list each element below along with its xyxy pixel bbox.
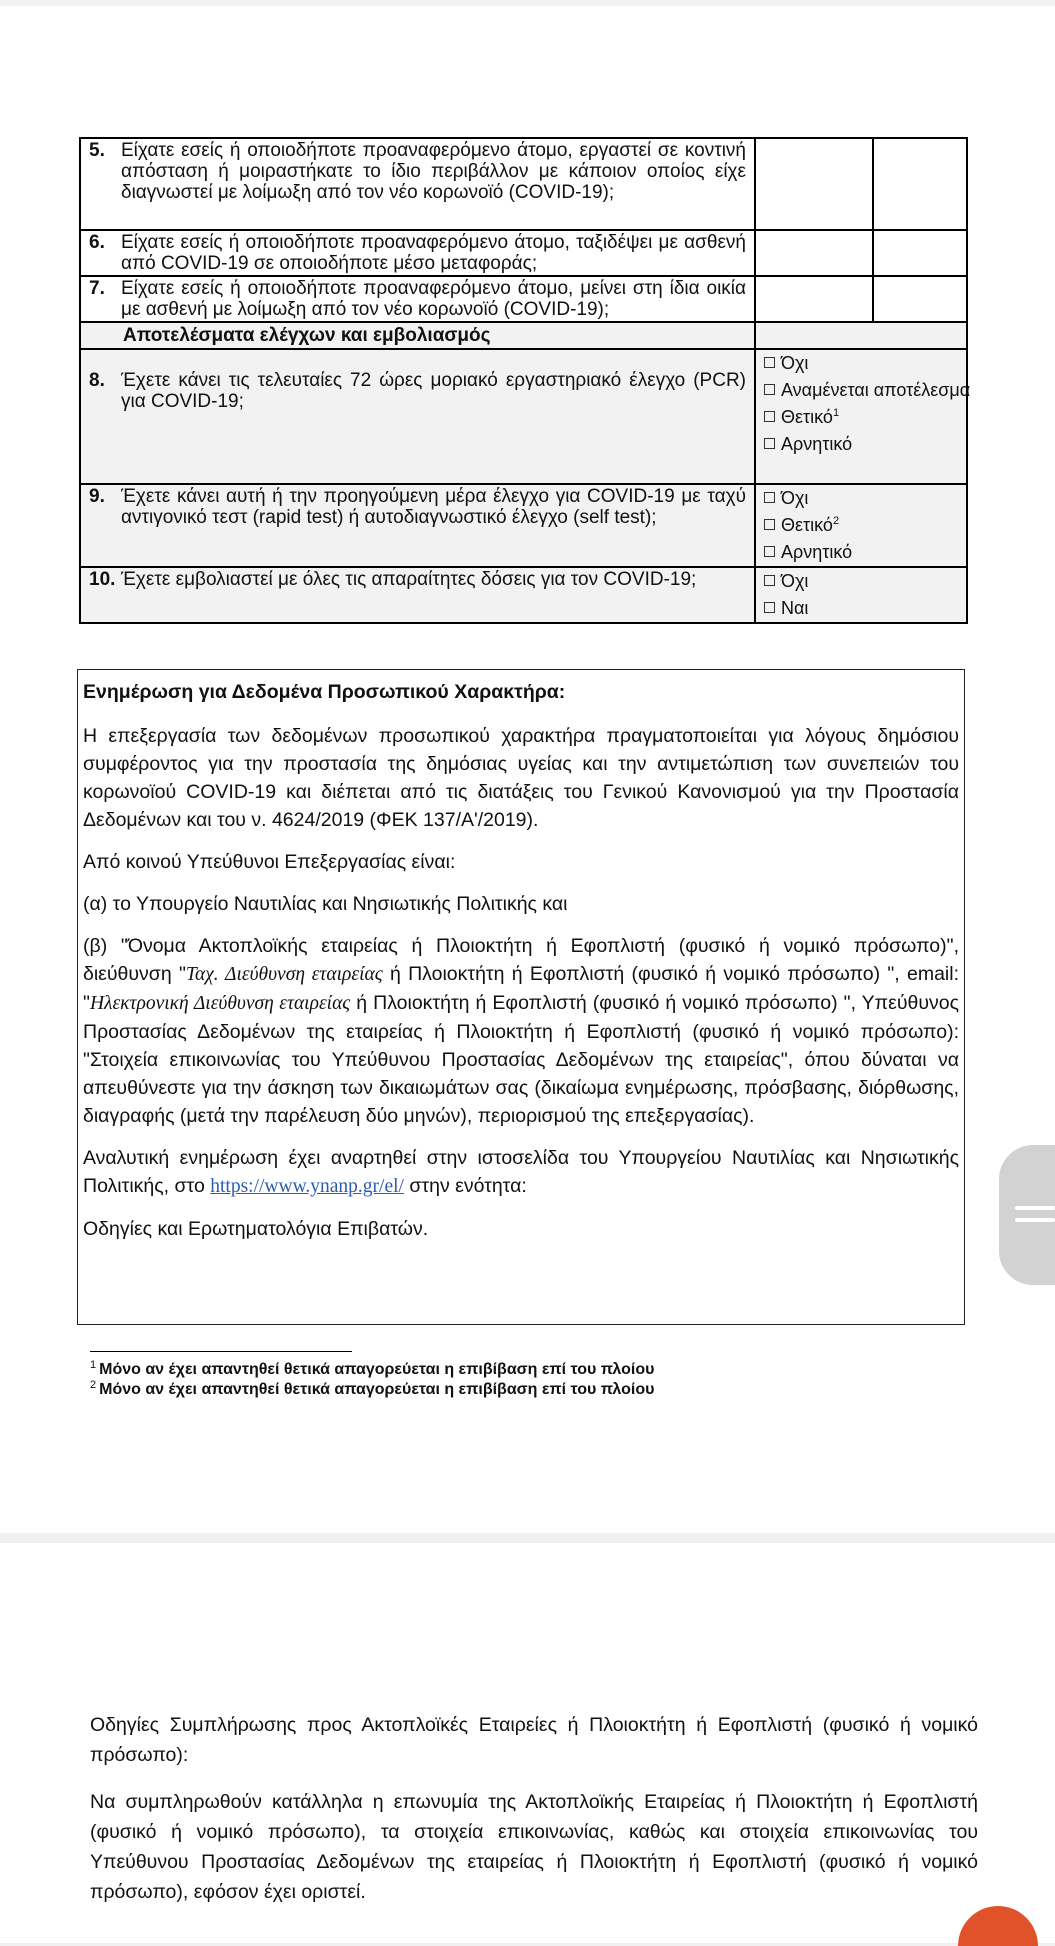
privacy-paragraph: (α) το Υπουργείο Ναυτιλίας και Νησιωτικής Πολιτικής και xyxy=(83,893,568,915)
privacy-notice xyxy=(77,669,965,1325)
options-cell xyxy=(755,567,967,623)
question-number: 9. xyxy=(89,486,105,507)
instructions-heading: Οδηγίες Συμπλήρωσης προς Ακτοπλοϊκές Εταιρείες ή Πλοιοκτήτη ή Εφοπλιστή (φυσικό ή νομικό πρόσωπο): xyxy=(90,1714,978,1766)
question-text: Έχετε κάνει τις τελευταίες 72 ώρες μοριακό εργαστηριακό έλεγχο (PCR) για COVID-19; xyxy=(121,370,746,412)
checkbox[interactable] xyxy=(764,546,775,557)
answer-cell[interactable] xyxy=(755,138,873,230)
instructions-body: Να συμπληρωθούν κατάλληλα η επωνυμία της Ακτοπλοϊκής Εταιρείας ή Πλοιοκτήτη ή Εφοπλιστή (φυσικό ή νομικό πρόσωπο), τα στοιχεία επικοινωνίας, καθώς και στοιχεία επικοινωνίας του Υπεύθυνου Προστασίας Δεδομένων της εταιρείας ή Πλοιοκτήτη ή Εφοπλιστή (φυσικό ή νομικό πρόσωπο), εφόσον έχει οριστεί. xyxy=(90,1791,978,1903)
option-negative[interactable]: Αρνητικό xyxy=(756,539,966,566)
question-number: 8. xyxy=(89,370,105,391)
checkbox[interactable] xyxy=(764,411,775,422)
privacy-title: Ενημέρωση για Δεδομένα Προσωπικού Χαρακτήρα: xyxy=(83,681,566,703)
answer-cell[interactable] xyxy=(755,276,873,322)
question-number: 5. xyxy=(89,140,105,161)
scroll-handle[interactable] xyxy=(999,1145,1055,1285)
section-heading-blank xyxy=(755,322,967,349)
company-address-placeholder: Ταχ. Διεύθυνση εταιρείας xyxy=(185,964,383,985)
question-number: 6. xyxy=(89,232,105,253)
question-row-6 xyxy=(80,230,967,276)
checkbox[interactable] xyxy=(764,438,775,449)
company-email-placeholder: Ηλεκτρονική Διεύθυνση εταιρείας xyxy=(89,993,351,1014)
options-cell xyxy=(755,349,971,484)
answer-cell[interactable] xyxy=(873,138,967,230)
checkbox[interactable] xyxy=(764,575,775,586)
footnote-2: $^2$ Μόνο αν έχει απαντηθεί θετικά απαγορεύεται η επιβίβαση επί του πλοίου xyxy=(90,1378,655,1398)
question-number: 7. xyxy=(89,278,105,299)
option-positive[interactable]: Θετικό$^2$ xyxy=(756,512,966,539)
questionnaire-table xyxy=(79,137,971,624)
question-row-9 xyxy=(80,484,967,567)
section-heading-row xyxy=(80,322,967,349)
footnote-separator xyxy=(90,1351,352,1352)
checkbox[interactable] xyxy=(764,602,775,613)
checkbox[interactable] xyxy=(764,519,775,530)
privacy-paragraph: Από κοινού Υπεύθυνοι Επεξεργασίας είναι: xyxy=(83,851,456,873)
section-heading: Αποτελέσματα ελέγχων και εμβολιασμός xyxy=(80,322,755,349)
footnote-ref: 2 xyxy=(832,515,840,527)
question-row-8 xyxy=(80,349,967,484)
privacy-paragraph: (β) "Όνομα Ακτοπλοϊκής εταιρείας ή Πλοιοκτήτη ή Εφοπλιστή (φυσικό ή νομικό πρόσωπο)", διεύθυνση "Ταχ. Διεύθυνση εταιρείας ή Πλοιοκτήτη ή Εφοπλιστή (φυσικό ή νομικό πρόσωπο) ", email: "Ηλεκτρονική Διεύθυνση εταιρείας ή Πλοιοκτήτη ή Εφοπλιστή (φυσικό ή νομικό πρόσωπο) ", Υπεύθυνος Προστασίας Δεδομένων της εταιρείας ή Πλοιοκτήτη ή Εφοπλιστή (φυσικό ή νομικό πρόσωπο): "Στοιχεία επικοινωνίας του Υπεύθυνου Προστασίας Δεδομένων της εταιρείας", όπου δύναται να απευθύνεστε για την άσκηση των δικαιωμάτων σας (δικαίωμα ενημέρωσης, πρόσβασης, διόρθωσης, διαγραφής (μετά την παρέλευση δύο μηνών), περιορισμού της επεξεργασίας). xyxy=(83,935,960,1127)
document-page-2 xyxy=(0,1543,1055,1943)
answer-cell[interactable] xyxy=(873,230,967,276)
handle-grip-line xyxy=(1015,1218,1055,1222)
question-text: Είχατε εσείς ή οποιοδήποτε προαναφερόμενο άτομο, εργαστεί σε κοντινή απόσταση ή μοιραστήκατε το ίδιο περιβάλλον με κάποιον οποίος είχε διαγνωστεί με λοίμωξη από τον νέο κορωνοϊό (COVID-19); xyxy=(121,140,746,203)
checkbox[interactable] xyxy=(764,357,775,368)
question-row-10 xyxy=(80,567,967,623)
ministry-link[interactable]: https://www.ynanp.gr/el/ xyxy=(210,1176,404,1197)
question-number: 10. xyxy=(89,569,116,590)
question-text: Είχατε εσείς ή οποιοδήποτε προαναφερόμενο άτομο, ταξιδέψει με ασθενή από COVID-19 σε οποιοδήποτε μέσο μεταφοράς; xyxy=(121,232,746,274)
option-positive[interactable]: Θετικό$^1$ xyxy=(756,404,966,431)
option-pending[interactable]: Αναμένεται αποτέλεσμα xyxy=(756,377,966,404)
privacy-paragraph: Η επεξεργασία των δεδομένων προσωπικού χαρακτήρα πραγματοποιείται για λόγους δημόσιου συμφέροντος για την προστασία της δημόσιας υγείας και την αντιμετώπιση των συνεπειών του κορωνοϊού COVID-19 και διέπεται από τις διατάξεις του Γενικού Κανονισμού για την Προστασία Δεδομένων και του ν. 4624/2019 (ΦΕΚ 137/Α'/2019). xyxy=(83,725,959,831)
question-text: Έχετε εμβολιαστεί με όλες τις απαραίτητες δόσεις για τον COVID-19; xyxy=(121,569,697,590)
document-page-1 xyxy=(0,6,1055,1533)
question-row-7 xyxy=(80,276,967,322)
option-negative[interactable]: Αρνητικό xyxy=(756,431,966,458)
privacy-paragraph: Αναλυτική ενημέρωση έχει αναρτηθεί στην ιστοσελίδα του Υπουργείου Ναυτιλίας και Νησιωτικής Πολιτικής, στο https://www.ynanp.gr/el/ στην ενότητα: xyxy=(83,1147,959,1197)
checkbox[interactable] xyxy=(764,492,775,503)
question-text: Είχατε εσείς ή οποιοδήποτε προαναφερόμενο άτομο, μείνει στη ίδια οικία με ασθενή με λοίμωξη από τον νέο κορωνοϊό (COVID-19); xyxy=(121,278,746,320)
privacy-paragraph: Οδηγίες και Ερωτηματολόγια Επιβατών. xyxy=(83,1218,429,1240)
checkbox[interactable] xyxy=(764,384,775,395)
question-text: Έχετε κάνει αυτή ή την προηγούμενη μέρα έλεγχο για COVID-19 με ταχύ αντιγονικό τεστ (rapid test) ή αυτοδιαγνωστικό έλεγχο (self test); xyxy=(121,486,746,528)
footnote-ref: 1 xyxy=(832,407,840,419)
question-row-5 xyxy=(80,138,967,230)
option-yes[interactable]: Ναι xyxy=(756,595,966,622)
option-no[interactable]: Όχι xyxy=(756,485,966,512)
answer-cell[interactable] xyxy=(755,230,873,276)
answer-cell[interactable] xyxy=(873,276,967,322)
option-no[interactable]: Όχι xyxy=(756,350,966,377)
footnote-1: $^1$ Μόνο αν έχει απαντηθεί θετικά απαγορεύεται η επιβίβαση επί του πλοίου xyxy=(90,1358,655,1378)
handle-grip-line xyxy=(1015,1206,1055,1210)
options-cell xyxy=(755,484,967,567)
option-no[interactable]: Όχι xyxy=(756,568,966,595)
